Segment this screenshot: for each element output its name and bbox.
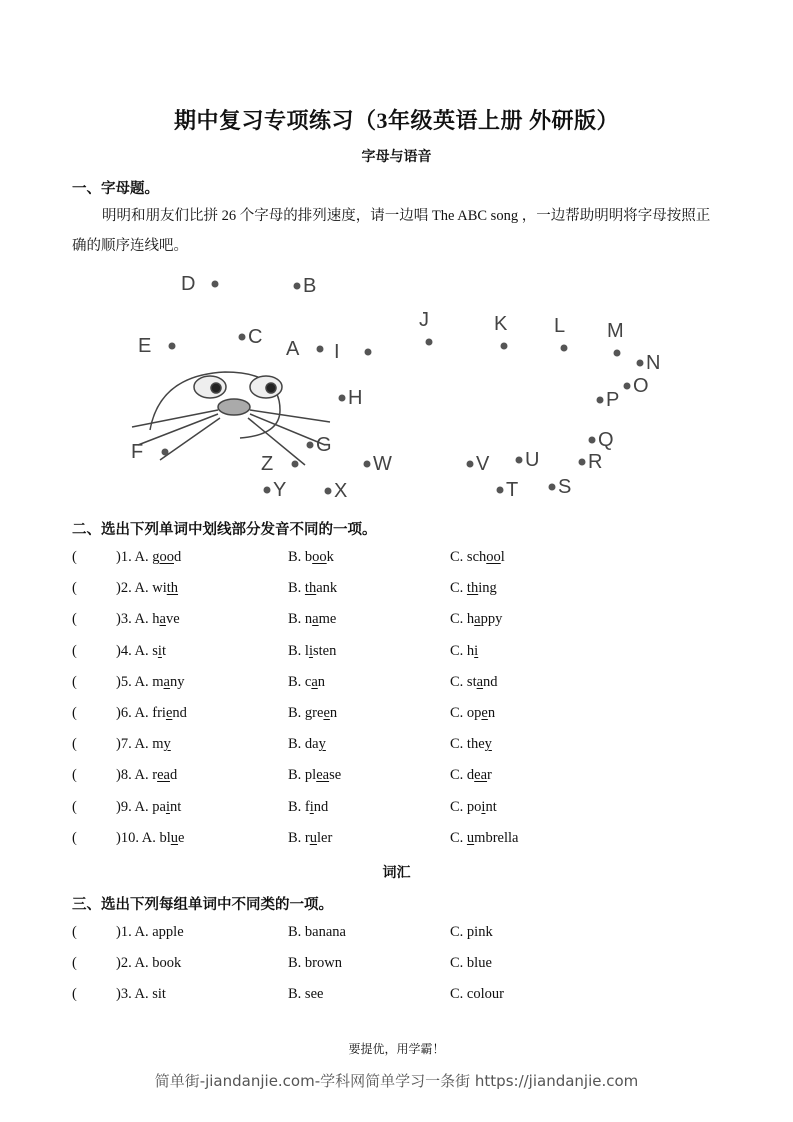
question-row bbox=[72, 643, 732, 665]
puzzle-dot-g bbox=[307, 442, 314, 449]
answer-blank[interactable]: ( bbox=[72, 673, 77, 690]
option-b: B. can bbox=[288, 673, 326, 690]
option-c: C. colour bbox=[450, 986, 504, 1003]
puzzle-dot-n bbox=[637, 360, 644, 367]
puzzle-letter-o: O bbox=[633, 375, 649, 397]
question-row bbox=[72, 924, 732, 946]
question-row bbox=[72, 549, 732, 571]
puzzle-dot-j bbox=[426, 339, 433, 346]
section-2-heading: 二、选出下列单词中划线部分发音不同的一项。 bbox=[72, 522, 377, 538]
answer-blank[interactable]: ( bbox=[72, 924, 77, 940]
option-b: B. brown bbox=[288, 955, 342, 972]
option-a: )6. A. friend bbox=[116, 705, 187, 721]
option-c: C. thing bbox=[450, 580, 497, 597]
option-c: C. hi bbox=[450, 642, 479, 659]
puzzle-letter-v: V bbox=[476, 453, 490, 475]
option-c: C. dear bbox=[450, 767, 492, 784]
puzzle-dot-y bbox=[264, 487, 271, 494]
puzzle-dot-p bbox=[597, 397, 604, 404]
option-a: )1. A. apple bbox=[116, 924, 184, 940]
puzzle-dot-q bbox=[589, 437, 596, 444]
puzzle-dot-a bbox=[317, 346, 324, 353]
puzzle-letter-x: X bbox=[334, 480, 348, 502]
question-row bbox=[72, 705, 732, 727]
option-b: B. see bbox=[288, 986, 324, 1003]
puzzle-letter-n: N bbox=[646, 352, 661, 374]
puzzle-letter-j: J bbox=[419, 309, 429, 331]
option-c: C. pink bbox=[450, 924, 493, 940]
puzzle-letter-h: H bbox=[348, 387, 363, 409]
answer-blank[interactable]: ( bbox=[72, 829, 77, 846]
puzzle-dot-c bbox=[239, 334, 246, 341]
answer-blank[interactable]: ( bbox=[72, 642, 77, 659]
puzzle-letter-d: D bbox=[181, 273, 196, 295]
section-1-instructions: 明明和朋友们比拼 26 个字母的排列速度，请一边唱 The ABC song ，一边帮助明明将字母按照正确的顺序连线吧。 bbox=[72, 208, 711, 254]
option-c: C. umbrella bbox=[450, 829, 519, 846]
puzzle-dot-t bbox=[497, 487, 504, 494]
puzzle-letter-i: I bbox=[334, 341, 340, 363]
option-a: )4. A. sit bbox=[116, 642, 166, 659]
puzzle-dot-r bbox=[579, 459, 586, 466]
puzzle-letter-a: A bbox=[286, 338, 300, 360]
puzzle-dot-o bbox=[624, 383, 631, 390]
answer-blank[interactable]: ( bbox=[72, 767, 77, 784]
footer-watermark: 简单街-jiandanjie.com-学科网简单学习一条街 https://jiandanjie.com bbox=[154, 1072, 639, 1090]
option-c: C. blue bbox=[450, 955, 492, 972]
option-a: )8. A. read bbox=[116, 767, 178, 784]
section-1-heading: 一、字母题。 bbox=[72, 181, 159, 197]
puzzle-letter-r: R bbox=[588, 451, 603, 473]
option-c: C. school bbox=[450, 549, 505, 565]
puzzle-letter-l: L bbox=[554, 315, 566, 337]
puzzle-letter-t: T bbox=[506, 479, 519, 501]
question-row bbox=[72, 580, 732, 602]
option-b: B. find bbox=[288, 798, 329, 815]
option-a: )2. A. book bbox=[116, 955, 182, 972]
option-b: B. name bbox=[288, 611, 337, 628]
puzzle-dot-u bbox=[516, 457, 523, 464]
footer-slogan: 要提优，用学霸！ bbox=[348, 1042, 445, 1056]
puzzle-dot-k bbox=[501, 343, 508, 350]
option-a: )9. A. paint bbox=[116, 798, 182, 815]
question-row bbox=[72, 611, 732, 633]
puzzle-dot-z bbox=[292, 461, 299, 468]
subtitle-vocabulary: 词汇 bbox=[382, 866, 411, 881]
puzzle-dot-b bbox=[294, 283, 301, 290]
option-a: )5. A. many bbox=[116, 673, 185, 690]
option-a: )2. A. with bbox=[116, 580, 179, 597]
question-row bbox=[72, 736, 732, 758]
answer-blank[interactable]: ( bbox=[72, 549, 77, 565]
dot-to-dot-puzzle bbox=[0, 260, 793, 510]
answer-blank[interactable]: ( bbox=[72, 986, 77, 1003]
puzzle-letter-u: U bbox=[525, 449, 540, 471]
puzzle-dot-m bbox=[614, 350, 621, 357]
option-c: C. they bbox=[450, 736, 492, 753]
answer-blank[interactable]: ( bbox=[72, 955, 77, 972]
puzzle-dot-v bbox=[467, 461, 474, 468]
puzzle-letter-g: G bbox=[316, 434, 332, 456]
question-row bbox=[72, 955, 732, 977]
question-row bbox=[72, 830, 732, 852]
option-b: B. please bbox=[288, 767, 342, 784]
option-b: B. thank bbox=[288, 580, 338, 597]
puzzle-letter-p: P bbox=[606, 389, 620, 411]
question-row bbox=[72, 674, 732, 696]
section-3-heading: 三、选出下列每组单词中不同类的一项。 bbox=[72, 897, 333, 913]
option-b: B. green bbox=[288, 705, 338, 721]
option-a: )3. A. have bbox=[116, 611, 180, 628]
puzzle-letter-c: C bbox=[248, 326, 263, 348]
option-a: )10. A. blue bbox=[116, 829, 185, 846]
option-a: )7. A. my bbox=[116, 736, 171, 753]
puzzle-letter-f: F bbox=[131, 441, 144, 463]
puzzle-letter-y: Y bbox=[273, 479, 287, 501]
question-row bbox=[72, 767, 732, 789]
option-b: B. book bbox=[288, 549, 334, 565]
puzzle-dot-d bbox=[212, 281, 219, 288]
question-row bbox=[72, 799, 732, 821]
option-c: C. open bbox=[450, 705, 496, 721]
option-c: C. point bbox=[450, 798, 497, 815]
puzzle-letter-z: Z bbox=[261, 453, 274, 475]
answer-blank[interactable]: ( bbox=[72, 611, 77, 628]
option-b: B. listen bbox=[288, 642, 337, 659]
puzzle-dot-w bbox=[364, 461, 371, 468]
option-b: B. ruler bbox=[288, 829, 333, 846]
puzzle-letter-b: B bbox=[303, 275, 317, 297]
answer-blank[interactable]: ( bbox=[72, 798, 77, 815]
puzzle-letter-s: S bbox=[558, 476, 572, 498]
puzzle-dot-h bbox=[339, 395, 346, 402]
puzzle-letter-k: K bbox=[494, 313, 508, 335]
puzzle-letter-q: Q bbox=[598, 429, 614, 451]
answer-blank[interactable]: ( bbox=[72, 705, 77, 721]
puzzle-dot-x bbox=[325, 488, 332, 495]
puzzle-letter-w: W bbox=[373, 453, 392, 475]
answer-blank[interactable]: ( bbox=[72, 736, 77, 753]
puzzle-dot-s bbox=[549, 484, 556, 491]
document-title: 期中复习专项练习（3年级英语上册 外研版） bbox=[173, 108, 619, 133]
puzzle-dot-i bbox=[365, 349, 372, 356]
option-c: C. happy bbox=[450, 611, 503, 628]
option-b: B. day bbox=[288, 736, 326, 753]
subtitle-phonics: 字母与语音 bbox=[361, 150, 432, 165]
puzzle-dot-l bbox=[561, 345, 568, 352]
puzzle-dot-e bbox=[169, 343, 176, 350]
option-b: B. banana bbox=[288, 924, 346, 940]
option-c: C. stand bbox=[450, 673, 498, 690]
option-a: )1. A. good bbox=[116, 549, 182, 565]
option-a: )3. A. sit bbox=[116, 986, 166, 1003]
puzzle-dot-f bbox=[162, 449, 169, 456]
answer-blank[interactable]: ( bbox=[72, 580, 77, 597]
puzzle-letter-m: M bbox=[607, 320, 624, 342]
puzzle-letter-e: E bbox=[138, 335, 152, 357]
question-row bbox=[72, 986, 732, 1008]
